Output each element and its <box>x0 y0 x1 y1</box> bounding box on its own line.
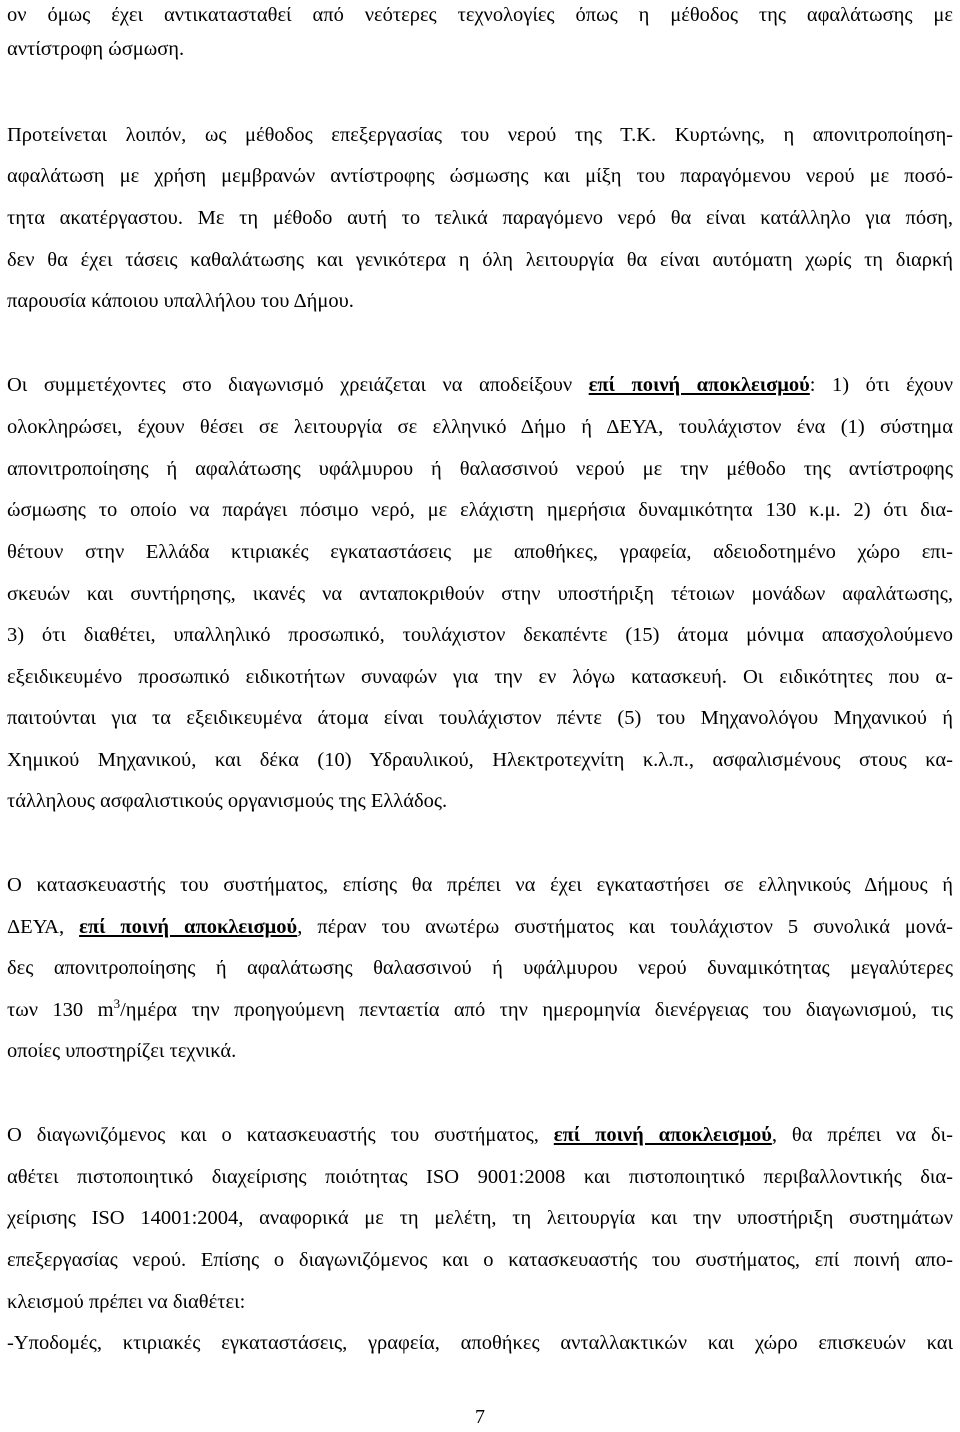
paragraph-3-text-before: Οι συμμετέχοντες στο διαγωνισμό χρειάζεται να αποδείξουν <box>7 374 589 396</box>
paragraph-5-line-3: χείρισης ISO 14001:2004, αναφορικά με τη μελέτη, τη λειτουργία και την υποστήριξη συστημάτων <box>7 1207 953 1229</box>
paragraph-5-text-before: Ο διαγωνιζόμενος και ο κατασκευαστής του συστήματος, <box>7 1124 554 1146</box>
paragraph-4-text-before: ΔΕΥΑ, <box>7 916 80 938</box>
paragraph-4-line-1: Ο κατασκευαστής του συστήματος, επίσης θα πρέπει να έχει εγκαταστήσει σε ελληνικούς Δήμους ή <box>7 874 953 896</box>
paragraph-3-line-8: εξειδικευμένο προσωπικό ειδικοτήτων συναφών για την εν λόγω κατασκευή. Οι ειδικότητες που α- <box>7 666 953 688</box>
paragraph-4-text-after-unit: /ημέρα την προηγούμενη πενταετία από την ημερομηνία διενέργειας του διαγωνισμού, τις <box>120 999 953 1021</box>
paragraph-3-line-5: θέτουν στην Ελλάδα κτιριακές εγκαταστάσεις με αποθήκες, γραφεία, αδειοδοτημένο χώρο επι- <box>7 541 953 563</box>
paragraph-4-line-5: οποίες υποστηρίζει τεχνικά. <box>7 1040 237 1062</box>
paragraph-3-line-11: τάλληλους ασφαλιστικούς οργανισμούς της Ελλάδος. <box>7 790 448 812</box>
superscript-cubic: 3 <box>113 996 121 1012</box>
paragraph-3-line-6: σκευών και συντήρησης, ικανές να ανταποκριθούν στην υποστήριξη τέτοιων μονάδων αφαλάτωσης, <box>7 583 953 605</box>
paragraph-4-line-4 <box>7 995 953 1025</box>
paragraph-3-line-4: ώσμωσης το οποίο να παράγει πόσιμο νερό, με ελάχιστη ημερήσια δυναμικότητα 130 κ.μ. 2) ότι δια- <box>7 499 953 521</box>
paragraph-3-text-after: : 1) ότι έχουν <box>809 374 954 396</box>
paragraph-5-text-after: , θα πρέπει να δι- <box>771 1124 954 1146</box>
paragraph-2-line-4: δεν θα έχει τάσεις καθαλάτωσης και γενικότερα η όλη λειτουργία θα είναι αυτόματη χωρίς τη διαρκή <box>7 249 953 271</box>
paragraph-2-line-3: τητα ακατέργαστου. Με τη μέθοδο αυτή το τελικά παραγόμενο νερό θα είναι κατάλληλο για πόση, <box>7 207 953 229</box>
paragraph-3-line-3: απονιτροποίησης ή αφαλάτωσης υφάλμυρου ή θαλασσινού νερού με την μέθοδο της αντίστροφης <box>7 458 953 480</box>
paragraph-5-line-4: επεξεργασίας νερού. Επίσης ο διαγωνιζόμενος και ο κατασκευαστής του συστήματος, επί ποινή απο- <box>7 1249 953 1271</box>
paragraph-3-line-9: παιτούνται για τα εξειδικευμένα άτομα είναι τουλάχιστον πέντε (5) του Μηχανολόγου Μηχανικού ή <box>7 707 953 729</box>
paragraph-3-line-7: 3) ότι διαθέτει, υπαλληλικό προσωπικό, τουλάχιστον δεκαπέντε (15) άτομα μόνιμα απασχολούμενο <box>7 624 953 646</box>
paragraph-5-line-5: κλεισμού πρέπει να διαθέτει: <box>7 1291 246 1313</box>
paragraph-1-line-2: αντίστροφη ώσμωση. <box>7 38 185 60</box>
paragraph-3-line-10: Χημικού Μηχανικού, και δέκα (10) Υδραυλικού, Ηλεκτροτεχνίτη κ.λ.π., ασφαλισμένους στους κα- <box>7 749 953 771</box>
paragraph-3-line-1 <box>7 370 953 400</box>
paragraph-4-text-after: , πέραν του ανωτέρω συστήματος και τουλάχιστον 5 συνολικά μονά- <box>297 916 954 938</box>
paragraph-4-line-3: δες απονιτροποίησης ή αφαλάτωσης θαλασσινού ή υφάλμυρου νερού δυναμικότητας μεγαλύτερες <box>7 957 953 979</box>
paragraph-5-line-6: -Υποδομές, κτιριακές εγκαταστάσεις, γραφεία, αποθήκες ανταλλακτικών και χώρο επισκευών και <box>7 1332 953 1354</box>
paragraph-4-line-2 <box>7 912 953 942</box>
paragraph-2-line-2: αφαλάτωση με χρήση μεμβρανών αντίστροφης ώσμωσης και μίξη του παραγόμενου νερού με ποσό- <box>7 165 953 187</box>
page-number: 7 <box>475 1406 485 1428</box>
paragraph-4-text-before-unit: των 130 m <box>7 999 114 1021</box>
paragraph-3-emphasis: επί ποινή αποκλεισμού <box>588 374 810 396</box>
paragraph-2-line-1: Προτείνεται λοιπόν, ως μέθοδος επεξεργασίας του νερού της Τ.Κ. Κυρτώνης, η απονιτροποίηση- <box>7 124 953 146</box>
paragraph-2-line-5: παρουσία κάποιου υπαλλήλου του Δήμου. <box>7 290 354 312</box>
paragraph-5-line-1 <box>7 1120 953 1150</box>
paragraph-4-emphasis: επί ποινή αποκλεισμού <box>79 916 298 938</box>
paragraph-5-emphasis: επί ποινή αποκλεισμού <box>553 1124 772 1146</box>
paragraph-3-line-2: ολοκληρώσει, έχουν θέσει σε λειτουργία σε ελληνικό Δήμο ή ΔΕΥΑ, τουλάχιστον ένα (1) σύστημα <box>7 416 953 438</box>
paragraph-1-line-1: ον όμως έχει αντικατασταθεί από νεότερες τεχνολογίες όπως η μέθοδος της αφαλάτωσης με <box>7 4 953 26</box>
paragraph-5-line-2: αθέτει πιστοποιητικό διαχείρισης ποιότητας ISO 9001:2008 και πιστοποιητικό περιβαλλοντικής δια- <box>7 1166 953 1188</box>
